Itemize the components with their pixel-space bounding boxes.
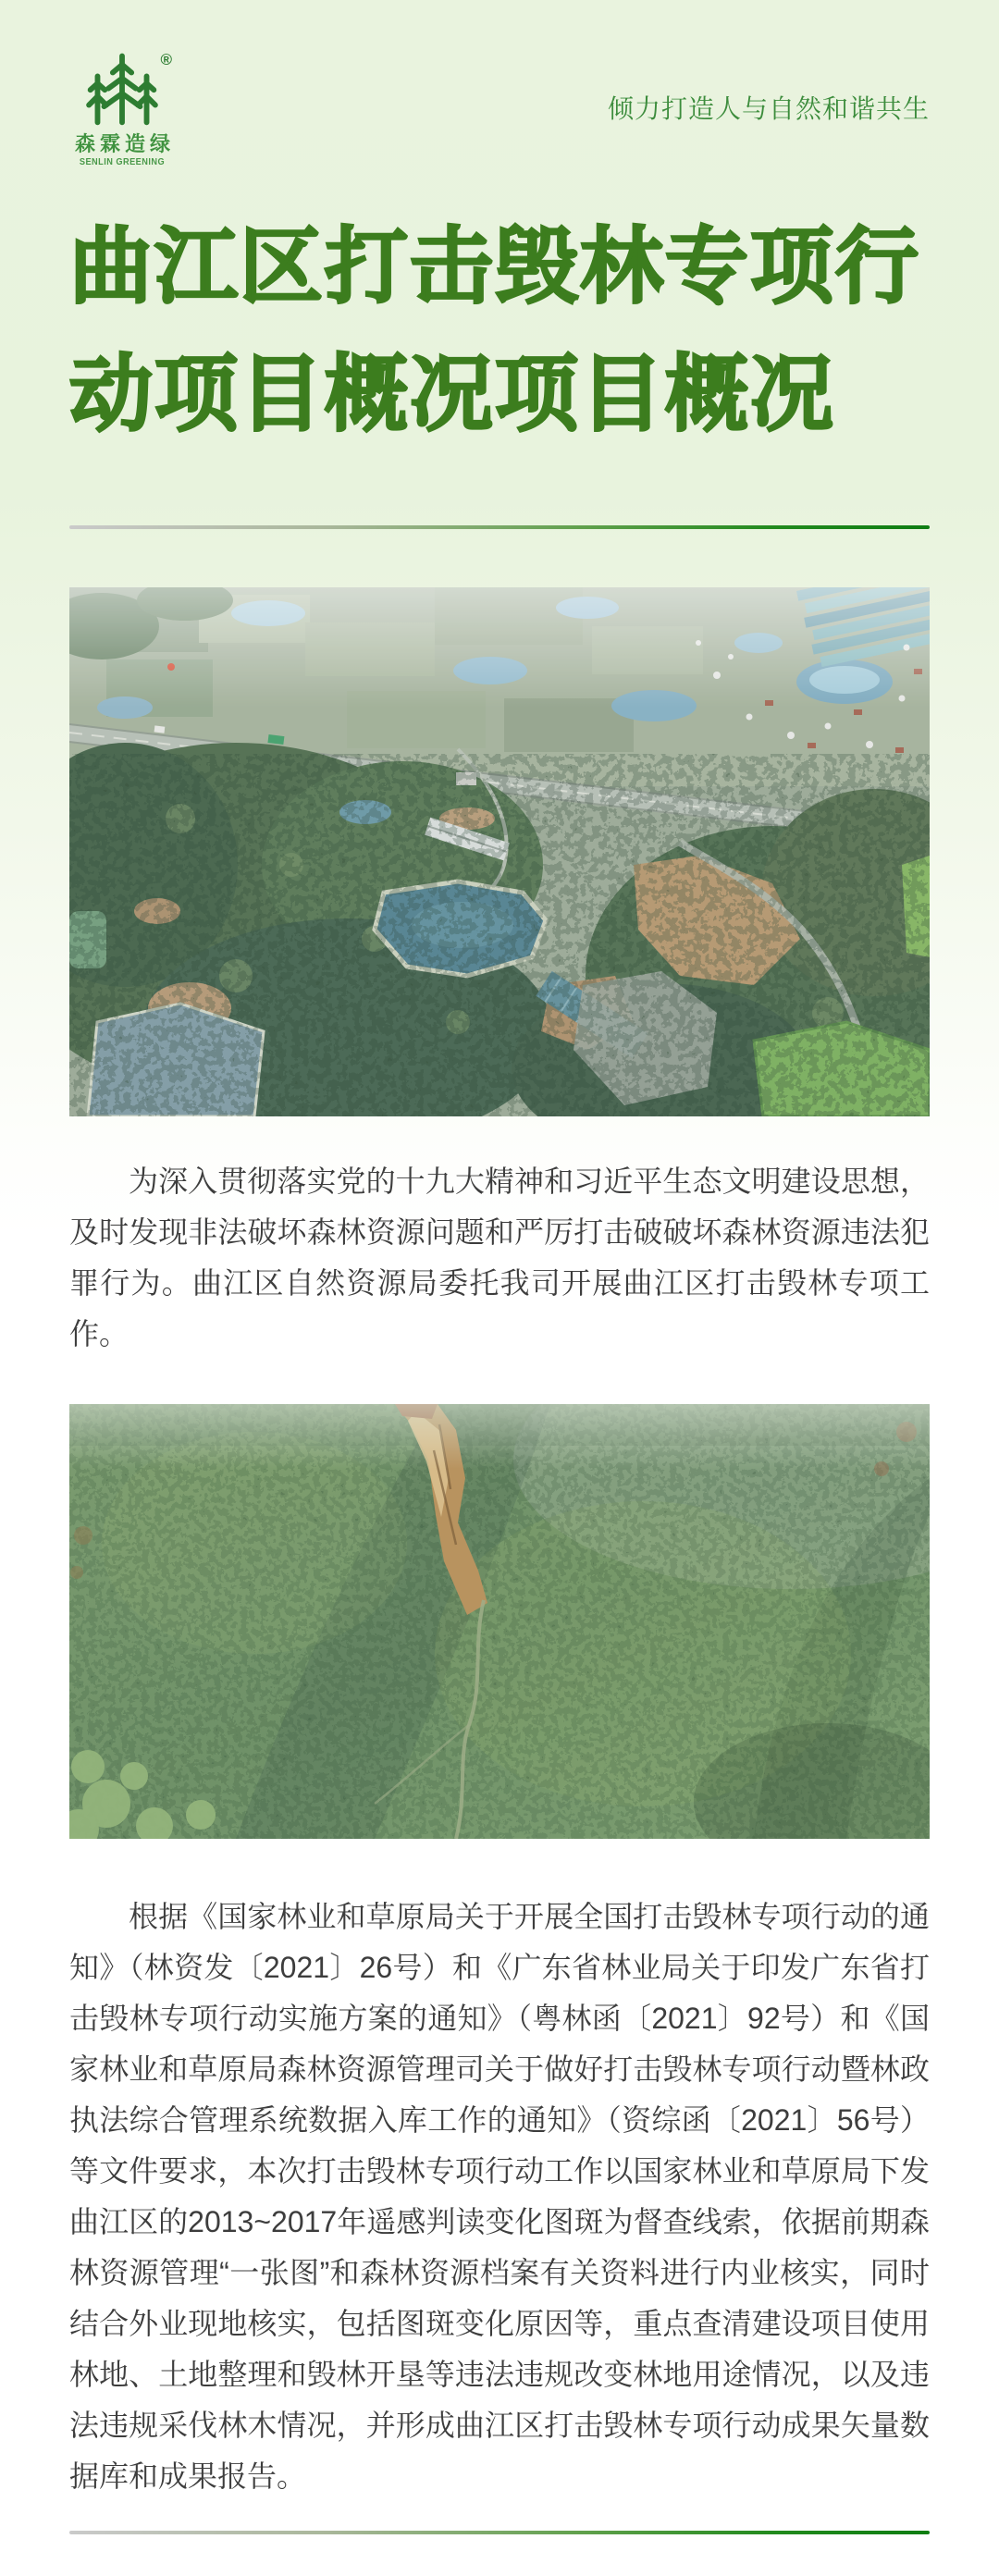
brand-logo	[70, 50, 174, 167]
basis-paragraph: 根据《国家林业和草原局关于开展全国打击毁林专项行动的通知》（林资发〔2021〕26号）和《广东省林业局关于印发广东省打击毁林专项行动实施方案的通知》（粤林函〔2021〕92号）和《国家林业和草原局森林资源管理司关于做好打击毁林专项行动暨林政执法综合管理系统数据入库工作的通知》（资综函〔2021〕56号）等文件要求，本次打击毁林专项行动工作以国家林业和草原局下发曲江区的2013~2017年遥感判读变化图斑为督查线索，依据前期森林资源管理“一张图”和森林资源档案有关资料进行内业核实，同时结合外业现地核实，包括图斑变化原因等，重点查清建设项目使用林地、土地整理和毁林开垦等违法违规改变林地用途情况，以及违法违规采伐林木情况，并形成曲江区打击毁林专项行动成果矢量数据库和成果报告。	[69, 1900, 930, 2493]
aerial-photo-2	[69, 1404, 930, 1839]
brand-name-english: SENLIN GREENING	[79, 157, 166, 167]
tree-logo-icon	[86, 50, 158, 131]
header-slogan: 倾力打造人与自然和谐共生	[607, 94, 930, 123]
aerial-photo-1	[69, 587, 930, 1116]
intro-paragraph: 为深入贯彻落实党的十九大精神和习近平生态文明建设思想，及时发现非法破坏森林资源问题和严厉打击破破坏森林资源违法犯罪行为。曲江区自然资源局委托我司开展曲江区打击毁林专项工作。	[69, 1165, 930, 1350]
brand-name-chinese: 森霖造绿	[75, 132, 176, 155]
section-divider-top	[69, 525, 930, 529]
registered-trademark-icon: ®	[160, 51, 172, 68]
section-divider-bottom	[69, 2531, 930, 2534]
page-title: 曲江区打击毁林专项行动项目概况项目概况	[69, 221, 920, 441]
